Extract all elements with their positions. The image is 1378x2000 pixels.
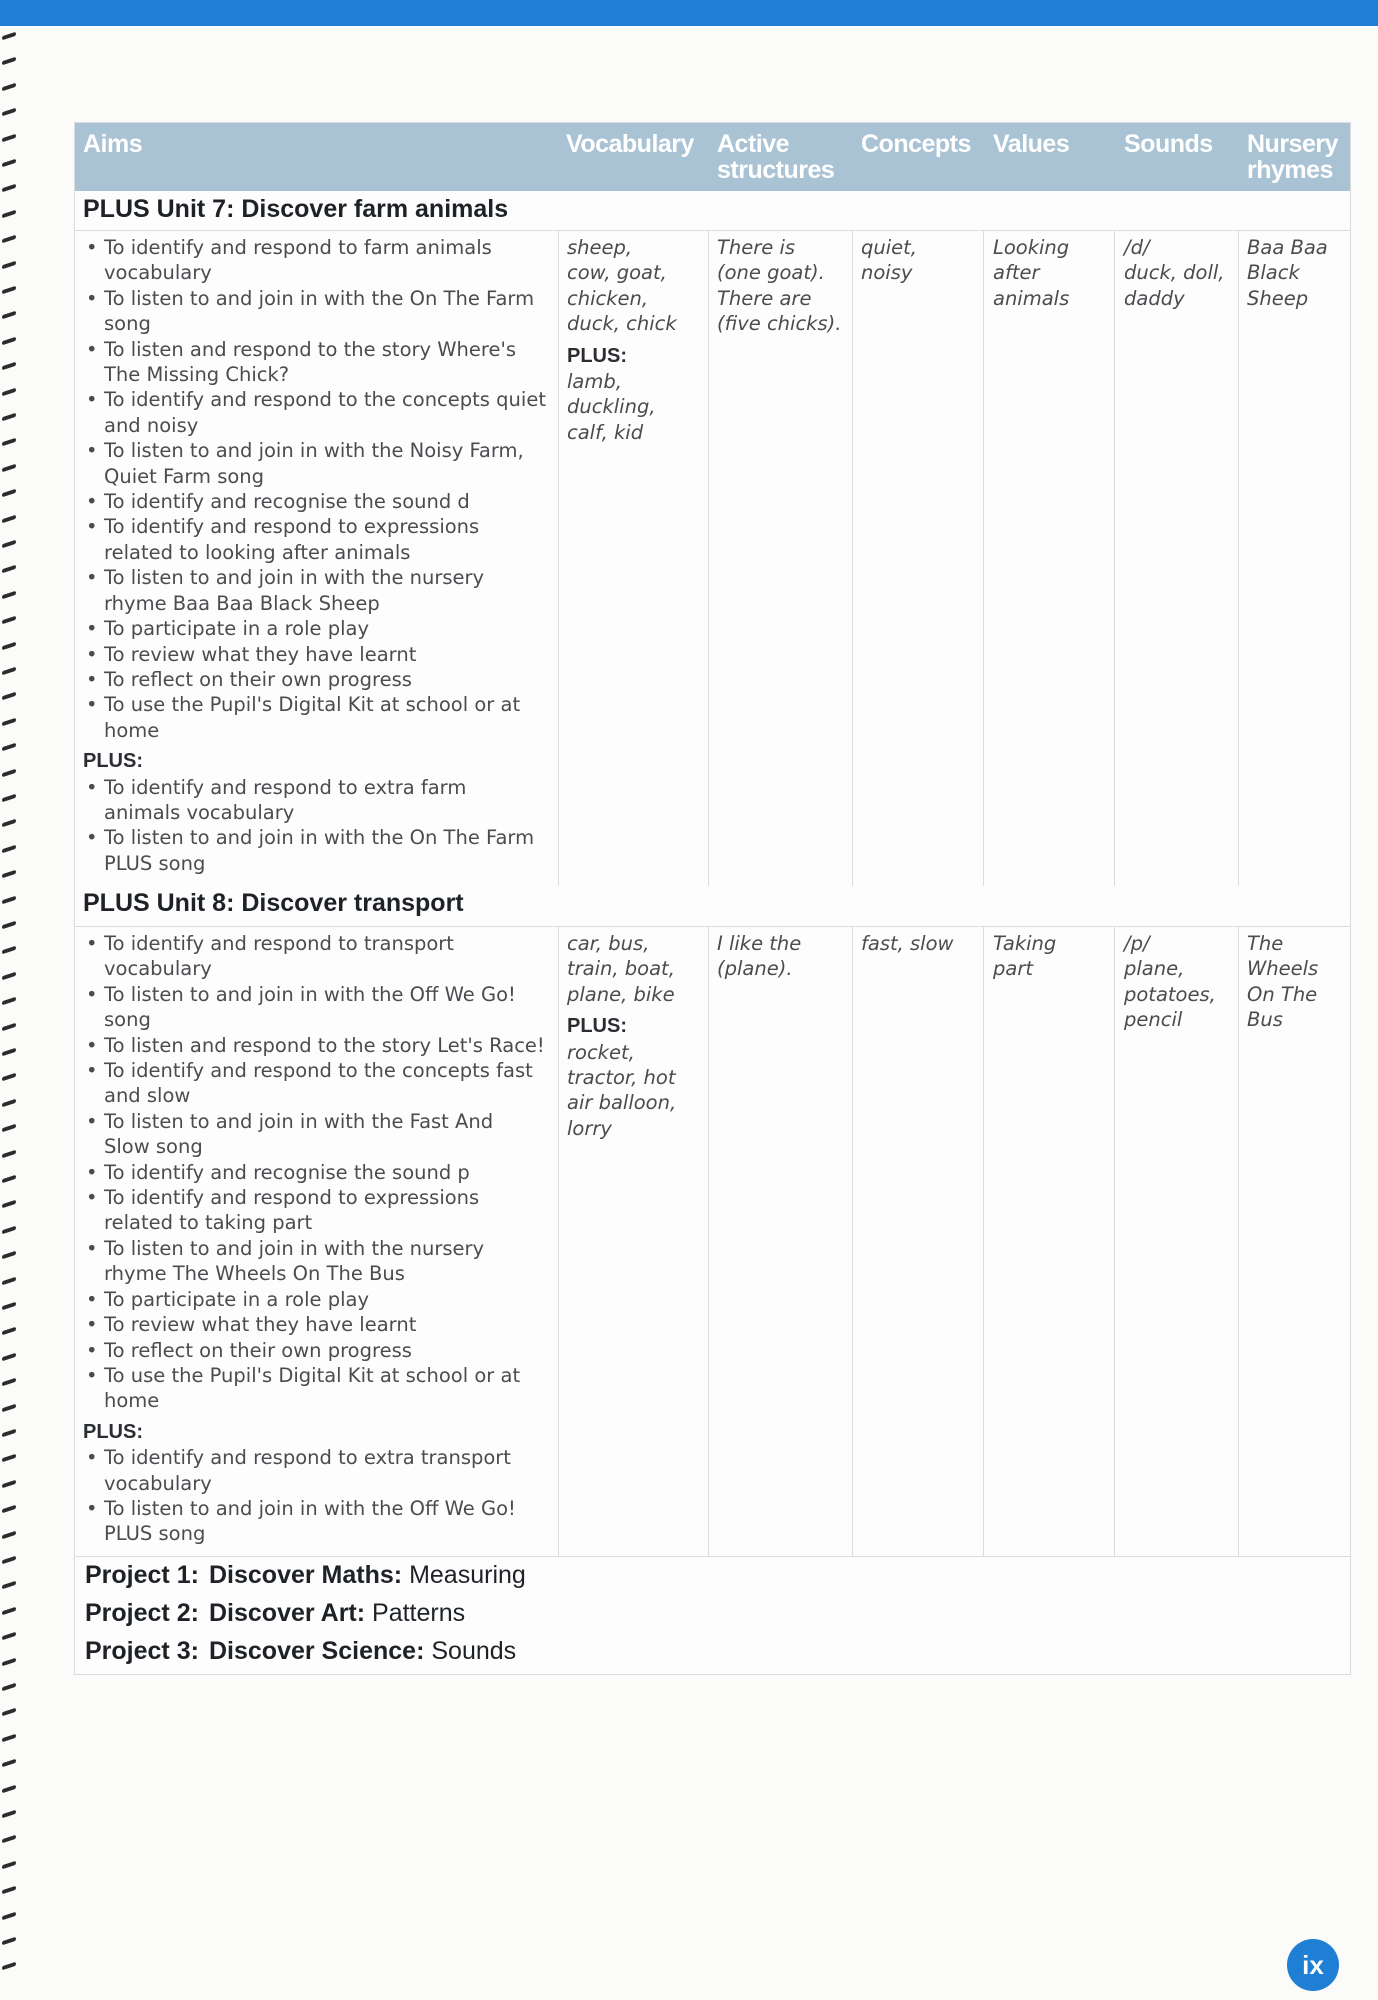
concept-line: fast, slow [861, 932, 954, 955]
structure-line: I like the [717, 932, 802, 955]
spiral-ring [2, 692, 16, 701]
aim-item [83, 565, 558, 616]
spiral-ring [2, 1505, 16, 1514]
header-active-structures [717, 131, 834, 183]
spiral-ring [2, 743, 16, 752]
aim-line: rhyme The Wheels On The Bus [104, 1262, 405, 1286]
aim-line: song [104, 1008, 151, 1032]
spiral-ring [2, 57, 16, 66]
aim-item [83, 1033, 558, 1058]
unit-8-vocabulary [567, 931, 676, 1141]
project-2 [85, 1599, 465, 1628]
aim-item [83, 931, 558, 982]
vocab-plus-line: calf, kid [567, 420, 644, 444]
spiral-ring [2, 1073, 16, 1082]
unit-8-title: PLUS Unit 8: Discover transport [83, 889, 464, 917]
aim-item [83, 1312, 558, 1337]
concept-line: quiet, [861, 236, 917, 259]
aim-line: • To identify and respond to farm animals [104, 236, 492, 259]
spiral-ring [2, 489, 16, 498]
spiral-ring [2, 1175, 16, 1184]
row-divider [75, 1556, 1350, 1557]
aim-line: • To identify and respond to the concepts quiet [104, 388, 546, 412]
aim-item [83, 692, 558, 743]
aim-line: • To listen to and join in with the nursery [104, 566, 485, 590]
unit-7-active-structures [717, 235, 841, 337]
header-vocabulary: Vocabulary [566, 130, 694, 158]
spiral-ring [2, 1810, 16, 1819]
aim-line: vocabulary [104, 261, 212, 285]
project-1-subject: Discover Maths: [209, 1561, 403, 1589]
plus-label: PLUS: [83, 750, 143, 773]
aim-line: Quiet Farm song [104, 464, 265, 488]
aim-item [83, 286, 558, 337]
spiral-ring [2, 1276, 16, 1285]
column-divider [708, 926, 709, 1556]
spiral-ring [2, 1022, 16, 1031]
spiral-ring [2, 1835, 16, 1844]
project-2-subject: Discover Art: [209, 1599, 366, 1627]
aim-line: song [104, 312, 151, 336]
aim-line: Slow song [104, 1135, 203, 1159]
aim-line: PLUS song [104, 1522, 206, 1546]
spiral-ring [2, 1937, 16, 1946]
unit-8-nursery-rhymes [1247, 931, 1318, 1033]
aim-line: • To listen to and join in with the On The Farm [104, 826, 535, 850]
project-3-topic: Sounds [431, 1637, 517, 1665]
column-divider [558, 231, 559, 886]
project-3-number: Project 3: [85, 1637, 199, 1665]
value-line: Taking [993, 932, 1057, 955]
aim-line: • To review what they have learnt [104, 642, 417, 666]
header-active-structures-line-2: structures [717, 156, 835, 184]
sound-line: /d/ [1124, 236, 1150, 259]
aim-line: home [104, 1389, 160, 1413]
plus-aim-item [83, 775, 558, 826]
project-1-topic: Measuring [409, 1561, 526, 1589]
top-color-bar [0, 0, 1378, 26]
spiral-ring [2, 311, 16, 320]
header-sounds: Sounds [1124, 130, 1213, 158]
value-line: animals [993, 286, 1070, 310]
aim-line: The Missing Chick? [104, 363, 290, 387]
spiral-ring [2, 184, 16, 193]
spiral-ring [2, 591, 16, 600]
aim-line: and noisy [104, 413, 199, 437]
column-divider [558, 926, 559, 1556]
vocab-plus-line: duckling, [567, 395, 656, 419]
vocab-line: plane, bike [567, 982, 675, 1006]
aim-item [83, 235, 558, 286]
spiral-ring [2, 1911, 16, 1920]
spiral-ring [2, 1327, 16, 1336]
unit-7-title: PLUS Unit 7: Discover farm animals [83, 195, 509, 223]
plus-aim-item [83, 1445, 558, 1496]
spiral-ring [2, 667, 16, 676]
aim-item [83, 1160, 558, 1185]
spiral-ring [2, 972, 16, 981]
rhyme-line: The [1247, 932, 1284, 955]
project-3-subject: Discover Science: [209, 1637, 425, 1665]
header-nursery-rhymes-line-1: Nursery [1247, 130, 1338, 158]
aim-line: • To identify and recognise the sound p [104, 1160, 470, 1184]
aim-line: • To listen and respond to the story Let's Race! [104, 1033, 545, 1057]
column-divider [708, 231, 709, 886]
spiral-ring [2, 997, 16, 1006]
aim-line: • To identify and respond to expressions [104, 515, 480, 539]
spiral-ring [2, 1124, 16, 1133]
spiral-ring [2, 845, 16, 854]
plus-label: PLUS: [83, 1420, 143, 1443]
value-line: part [993, 957, 1033, 981]
column-divider [852, 231, 853, 886]
rhyme-line: On The [1247, 982, 1318, 1006]
aim-item [83, 438, 558, 489]
aim-line: • To listen to and join in with the On The Farm [104, 286, 535, 310]
aim-line: • To listen to and join in with the Fast And [104, 1109, 494, 1133]
aim-item [83, 1287, 558, 1312]
spiral-ring [2, 286, 16, 295]
spiral-ring [2, 1759, 16, 1768]
spiral-ring [2, 1353, 16, 1362]
aim-line: • To identify and respond to transport [104, 932, 454, 955]
spiral-ring [2, 1886, 16, 1895]
spiral-ring [2, 1556, 16, 1565]
aim-item [83, 1185, 558, 1236]
spiral-ring [2, 413, 16, 422]
spiral-ring [2, 718, 16, 727]
unit-7-nursery-rhymes [1247, 235, 1328, 311]
column-divider [1238, 231, 1239, 886]
spiral-ring [2, 1429, 16, 1438]
aim-line: animals vocabulary [104, 800, 295, 824]
spiral-ring [2, 260, 16, 269]
vocab-line: sheep, [567, 236, 633, 259]
unit-8-concepts [861, 931, 953, 956]
spiral-ring [2, 337, 16, 346]
aim-line: vocabulary [104, 1471, 212, 1495]
spiral-ring [2, 921, 16, 930]
sound-line: pencil [1124, 1008, 1183, 1032]
spiral-ring [2, 159, 16, 168]
value-line: after [993, 261, 1040, 285]
spiral-ring [2, 1226, 16, 1235]
aim-line: • To listen to and join in with the Off We Go! [104, 1496, 516, 1520]
aim-item [83, 1236, 558, 1287]
structure-line: (five chicks). [717, 312, 842, 336]
vocab-line: train, boat, [567, 957, 675, 981]
header-nursery-rhymes-line-2: rhymes [1247, 156, 1333, 184]
project-3 [85, 1637, 516, 1666]
aim-line: • To identify and respond to extra transport [104, 1446, 511, 1470]
aim-line: • To review what they have learnt [104, 1313, 417, 1337]
unit-7-values [993, 235, 1069, 311]
spiral-ring [2, 1683, 16, 1692]
aim-item [83, 642, 558, 667]
spiral-ring [2, 1149, 16, 1158]
rhyme-line: Sheep [1247, 286, 1309, 310]
aim-item [83, 1338, 558, 1363]
unit-8-active-structures [717, 931, 801, 982]
aim-line: • To listen and respond to the story Where's [104, 337, 517, 361]
column-divider [852, 926, 853, 1556]
sound-line: /p/ [1124, 932, 1150, 955]
aim-line: • To listen to and join in with the Off We Go! [104, 982, 516, 1006]
spiral-ring [2, 1530, 16, 1539]
unit-7-sounds [1124, 235, 1225, 311]
project-2-number: Project 2: [85, 1599, 199, 1627]
spiral-ring [2, 1099, 16, 1108]
aim-line: • To reflect on their own progress [104, 667, 412, 691]
page-number-badge: ix [1287, 1939, 1339, 1991]
column-divider [983, 231, 984, 886]
header-active-structures-line-1: Active [717, 130, 790, 158]
vocab-line: car, bus, [567, 932, 650, 955]
vocab-plus-label: PLUS: [567, 1015, 627, 1038]
aim-line: vocabulary [104, 957, 212, 981]
vocab-plus-label: PLUS: [567, 344, 627, 367]
spiral-ring [2, 946, 16, 955]
unit-8-values [993, 931, 1056, 982]
spiral-ring [2, 616, 16, 625]
vocab-plus-line: tractor, hot [567, 1066, 676, 1090]
curriculum-table [74, 122, 1351, 1675]
unit-7-concepts [861, 235, 917, 286]
header-values: Values [993, 130, 1070, 158]
table-header-row [75, 123, 1350, 191]
aim-line: • To participate in a role play [104, 617, 369, 641]
vocab-plus-line: lorry [567, 1116, 612, 1140]
header-aims: Aims [83, 130, 143, 158]
spiral-binding [0, 26, 26, 2000]
spiral-ring [2, 565, 16, 574]
vocab-line: chicken, [567, 286, 649, 310]
spiral-ring [2, 794, 16, 803]
spiral-ring [2, 83, 16, 92]
vocab-line: cow, goat, [567, 261, 667, 285]
spiral-ring [2, 819, 16, 828]
spiral-ring [2, 540, 16, 549]
project-2-topic: Patterns [372, 1599, 466, 1627]
spiral-ring [2, 32, 16, 41]
aim-line: • To use the Pupil's Digital Kit at school or at [104, 693, 521, 717]
unit-7-aims-list [83, 235, 558, 876]
aim-line: • To use the Pupil's Digital Kit at school or at [104, 1363, 521, 1387]
spiral-ring [2, 1962, 16, 1971]
spiral-ring [2, 438, 16, 447]
aim-line: • To listen to and join in with the nursery [104, 1236, 485, 1260]
spiral-ring [2, 133, 16, 142]
aim-line: • To identify and respond to extra farm [104, 775, 467, 799]
spiral-ring [2, 210, 16, 219]
unit-7-vocabulary [567, 235, 677, 445]
aim-item [83, 616, 558, 641]
sound-line: duck, doll, [1124, 261, 1225, 285]
spiral-ring [2, 514, 16, 523]
column-divider [1238, 926, 1239, 1556]
aim-line: related to looking after animals [104, 540, 411, 564]
aim-item [83, 1109, 558, 1160]
aim-item [83, 489, 558, 514]
project-1-number: Project 1: [85, 1561, 199, 1589]
structure-line: There are [717, 286, 812, 310]
plus-aim-item [83, 825, 558, 876]
rhyme-line: Baa Baa [1247, 236, 1328, 259]
spiral-ring [2, 1607, 16, 1616]
spiral-ring [2, 1454, 16, 1463]
unit-8-aims-list [83, 931, 558, 1547]
plus-aim-item [83, 1496, 558, 1547]
header-nursery-rhymes [1247, 131, 1338, 183]
aim-line: PLUS song [104, 851, 206, 875]
project-1 [85, 1561, 526, 1590]
spiral-ring [2, 1403, 16, 1412]
rhyme-line: Wheels [1247, 957, 1319, 981]
structure-line: There is [717, 236, 796, 259]
column-divider [1114, 926, 1115, 1556]
aim-item [83, 667, 558, 692]
vocab-plus-line: rocket, [567, 1040, 635, 1064]
spiral-ring [2, 1632, 16, 1641]
aim-line: • To reflect on their own progress [104, 1338, 412, 1362]
spiral-ring [2, 387, 16, 396]
aim-item [83, 337, 558, 388]
aim-item [83, 1058, 558, 1109]
vocab-plus-line: lamb, [567, 370, 622, 394]
aim-item [83, 387, 558, 438]
rhyme-line: Black [1247, 261, 1300, 285]
spiral-ring [2, 464, 16, 473]
spiral-ring [2, 108, 16, 117]
aim-line: • To listen to and join in with the Noisy Farm, [104, 439, 524, 463]
spiral-ring [2, 1734, 16, 1743]
sound-line: plane, [1124, 957, 1185, 981]
spiral-ring [2, 1581, 16, 1590]
row-divider [75, 230, 1350, 231]
structure-line: (one goat). [717, 261, 825, 285]
spiral-ring [2, 768, 16, 777]
aim-line: and slow [104, 1084, 191, 1108]
aim-line: • To identify and recognise the sound d [104, 490, 470, 514]
aim-line: • To identify and respond to the concepts fast [104, 1059, 533, 1083]
sound-line: daddy [1124, 286, 1185, 310]
spiral-ring [2, 1302, 16, 1311]
column-divider [983, 926, 984, 1556]
value-line: Looking [993, 236, 1070, 259]
rhyme-line: Bus [1247, 1008, 1283, 1032]
aim-line: rhyme Baa Baa Black Sheep [104, 591, 380, 615]
spiral-ring [2, 1048, 16, 1057]
column-divider [1114, 231, 1115, 886]
sound-line: potatoes, [1124, 982, 1216, 1006]
row-divider [75, 926, 1350, 927]
spiral-ring [2, 1200, 16, 1209]
unit-8-sounds [1124, 931, 1216, 1033]
spiral-ring [2, 1480, 16, 1489]
spiral-ring [2, 1657, 16, 1666]
spiral-ring [2, 362, 16, 371]
vocab-line: duck, chick [567, 312, 677, 336]
header-concepts: Concepts [861, 130, 971, 158]
concept-line: noisy [861, 261, 913, 285]
spiral-ring [2, 1784, 16, 1793]
aim-item [83, 1363, 558, 1414]
aim-line: related to taking part [104, 1211, 313, 1235]
spiral-ring [2, 1861, 16, 1870]
spiral-ring [2, 1251, 16, 1260]
aim-item [83, 982, 558, 1033]
spiral-ring [2, 641, 16, 650]
aim-item [83, 514, 558, 565]
spiral-ring [2, 235, 16, 244]
vocab-plus-line: air balloon, [567, 1091, 677, 1115]
spiral-ring [2, 895, 16, 904]
aim-line: • To identify and respond to expressions [104, 1186, 480, 1210]
spiral-ring [2, 870, 16, 879]
structure-line: (plane). [717, 957, 793, 981]
spiral-ring [2, 1708, 16, 1717]
spiral-ring [2, 1378, 16, 1387]
aim-line: • To participate in a role play [104, 1287, 369, 1311]
aim-line: home [104, 718, 160, 742]
